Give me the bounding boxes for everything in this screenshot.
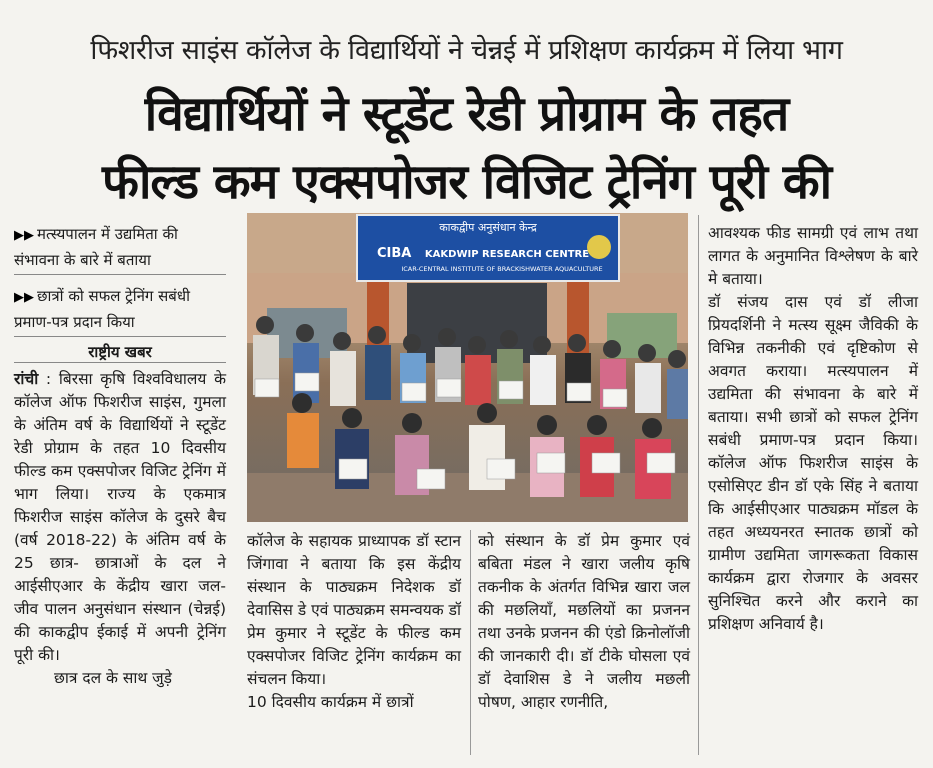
- headline-line-1: विद्यार्थियों ने स्टूडेंट रेडी प्रोग्राम के तहत: [144, 86, 789, 142]
- column-4: आवश्यक फीड सामग्री एवं लाभ तथा लागत के अनुमानित विश्लेषण के बारे मे बताया। डॉ संजय दास एवं डॉ लीजा प्रियदर्शिनी ने मत्स्य सूक्ष्म जैविकी के विभिन्न तकनीकी एवं दृष्टिकोण से अवगत कराया। मत्स्यपालन में उद्यमिता की संभावना के बारे में बताया। सभी छात्रों को सफल ट्रेनिंग सबंधी प्रमाण-पत्र प्रदान किया। कॉलेज ऑफ फिशरीज साइंस के एसोसिएट डीन डॉ एके सिंह ने बताया कि आईसीएआर पाठ्यक्रम मॉडल के तहत अध्ययनरत स्नातक छात्रों को ग्रामीण उद्यमिता जागरूकता विकास कार्यक्रम द्वारा रोजगार के अवसर सुनिश्चित करने और कराने का प्रशिक्षण अनिवार्य है।: [708, 224, 918, 633]
- headline-line-2: फील्ड कम एक्सपोजर विजिट ट्रेनिंग पूरी की: [101, 154, 832, 210]
- highlight-2: ▶▶ छात्रों को सफल ट्रेनिंग सबंधी प्रमाण-पत्र प्रदान किया: [14, 284, 226, 337]
- column-divider: [698, 215, 699, 755]
- emblem-icon: [587, 235, 611, 259]
- column-3: को संस्थान के डॉ प्रेम कुमार एवं बबिता मंडल ने खारा जलीय कृषि तकनीक के अंतर्गत विभिन्न खारा जल की मछलियाँ, मछलियों का प्रजनन तथा उनके प्रजनन की एंडो क्रिनोलॉजी की जानकारी दी। डॉ टीके घोसला एवं डॉ देवाशिस डे ने जलीय मछली पोषण, आहार रणनीति,: [478, 532, 690, 711]
- column-divider: [470, 530, 471, 755]
- arrow-icon: ▶▶: [14, 290, 34, 305]
- kicker: फिशरीज साइंस कॉलेज के विद्यार्थियों ने चेन्नई में प्रशिक्षण कार्यक्रम में लिया भाग: [90, 35, 843, 66]
- news-photo: [247, 213, 688, 522]
- sign-name-text: KAKDWIP RESEARCH CENTRE: [424, 249, 590, 260]
- column-2: कॉलेज के सहायक प्राध्यापक डॉ स्टान जिंगावा ने बताया कि इस केंद्रीय संस्थान के पाठ्यक्रम निदेशक डॉ देवासिस डे एवं पाठ्यक्रम समन्वयक डॉ प्रेम कुमार ने स्टूडेंट के फील्ड कम एक्सपोजर विजिट ट्रेनिंग कार्यक्रम का संचलन किया। 10 दिवसीय कार्यक्रम में छात्रों: [247, 532, 461, 711]
- sign-subtitle-text: ICAR-CENTRAL INSTITUTE OF BRACKISHWATER AQUACULTURE: [401, 265, 603, 273]
- sign-logo-text: CIBA: [377, 246, 412, 261]
- arrow-icon: ▶▶: [14, 228, 34, 243]
- dateline: रांची: [14, 370, 39, 388]
- column-1: रांची : बिरसा कृषि विश्वविधालय के कॉलेज ऑफ फिशरीज साइंस, गुमला के अंतिम वर्ष के विद्यार्थियों ने स्टूडेंट रेडी प्रोग्राम के तहत 10 दिवसीय फील्ड कम एक्सपोजर विजिट ट्रेनिंग में भाग लिया। राज्य के एकमात्र फिशरीज साइंस कॉलेज के दुसरे बैच (वर्ष 2018-22) के अंतिम वर्ष के 25 छात्र- छात्राओं के दल ने आईसीएआर के केंद्रीय खारा जल- जीव पालन अनुसंधान संस्थान (चेन्नई) की काकद्वीप ईकाई में अपनी ट्रेनिंग पूरी की। छात्र दल के साथ जुड़े: [14, 370, 226, 687]
- news-desk-label: राष्ट्रीय खबर: [14, 342, 226, 363]
- highlight-1: ▶▶ मत्स्यपालन में उद्यमिता की संभावना के बारे में बताया: [14, 222, 226, 275]
- sign-hindi-text: काकद्वीप अनुसंधान केन्द्र: [439, 221, 537, 234]
